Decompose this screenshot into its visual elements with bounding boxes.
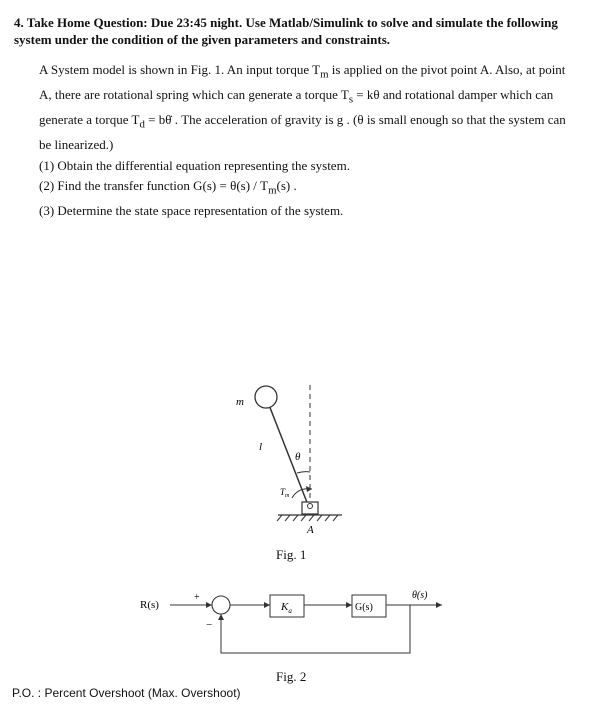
- input-label: R(s): [140, 599, 159, 611]
- gain-label: $K_a$: [281, 601, 292, 615]
- pendulum-figure: [200, 375, 360, 535]
- block-diagram: [130, 580, 450, 660]
- fig1-caption: Fig. 1: [276, 547, 307, 562]
- task-2: (2) Find the transfer function $G(s) = \theta(s) / T_m(s)$ .: [39, 178, 297, 197]
- minus-sign: −: [206, 619, 213, 631]
- mass-label: m: [236, 396, 244, 408]
- intro-paragraph: A System model is shown in Fig. 1. An input torque $T_m$ is applied on the pivot point A. Also, at point A, there are rotational spring which can generate a torque $T_s = k\theta$ and rotational damper which can generate a torque $T_d$ = bθ̇ . The acceleration of gravity is g . (θ is small enough so that the system can be linearized.): [39, 62, 566, 153]
- plant-label: G(s): [355, 602, 373, 613]
- plus-sign: +: [194, 592, 200, 603]
- footer-note: P.O. : Percent Overshoot (Max. Overshoot): [12, 686, 241, 700]
- pivot-label: A: [307, 524, 314, 535]
- task-3: (3) Determine the state space representation of the system.: [39, 203, 344, 219]
- torque-label: $T_m$: [280, 487, 290, 499]
- angle-label: θ: [295, 451, 301, 463]
- pendulum-bob: [255, 386, 277, 408]
- summing-junction: [212, 596, 230, 614]
- task-1: (1) Obtain the differential equation representing the system.: [39, 157, 350, 173]
- output-label: θ(s): [412, 590, 428, 601]
- fig2-caption: Fig. 2: [276, 669, 307, 684]
- question-heading: 4. Take Home Question: Due 23:45 night. Use Matlab/Simulink to solve and simulate the following system under the condition of the given parameters and constraints.: [14, 15, 558, 47]
- question-body: [39, 60, 579, 222]
- length-label: l: [259, 441, 263, 453]
